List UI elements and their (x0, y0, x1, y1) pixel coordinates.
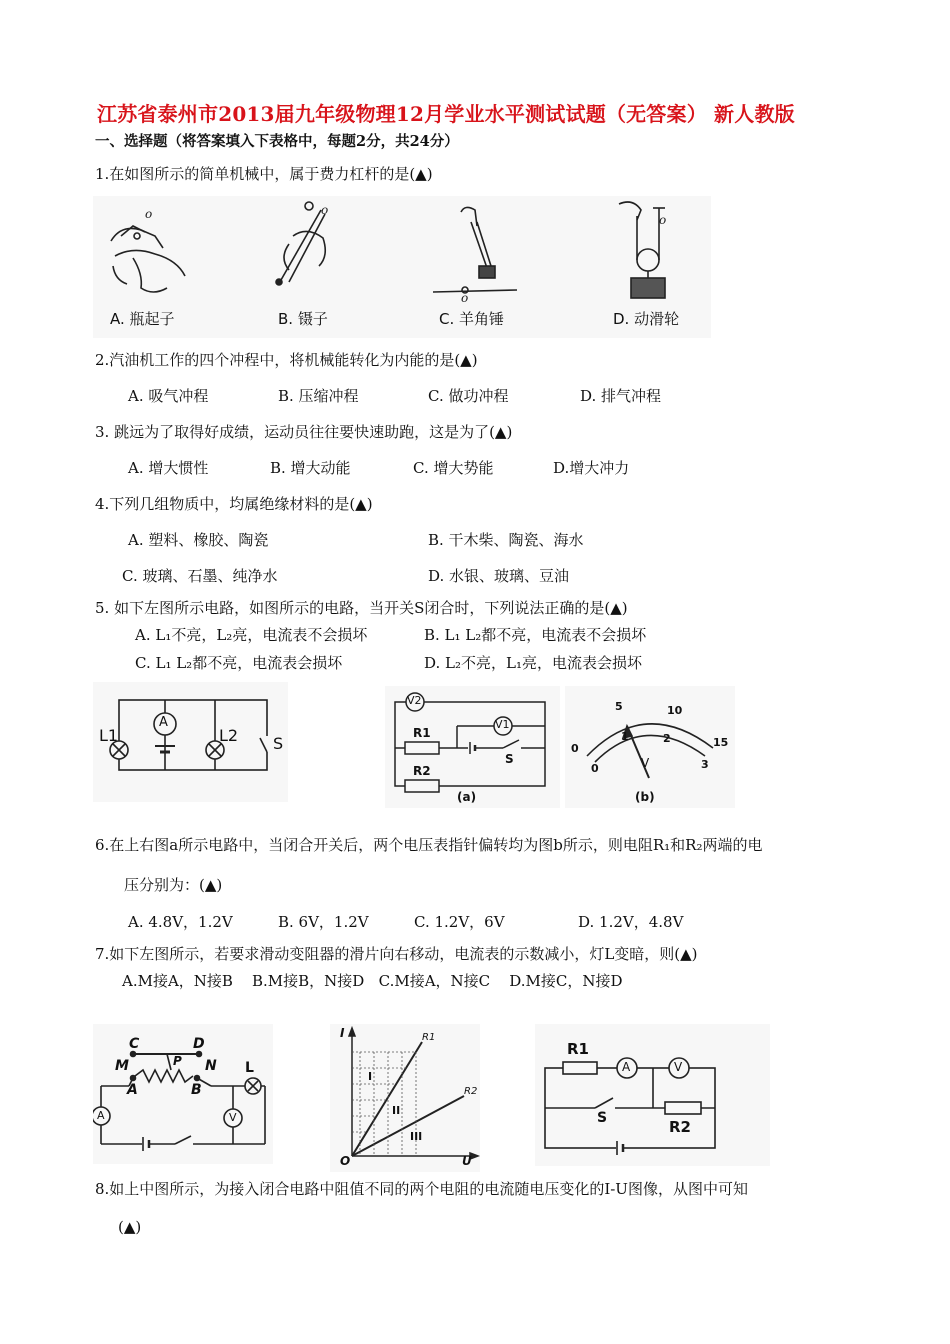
question-8-stem: 8.如上中图所示，为接入闭合电路中阻值不同的两个电阻的电流随电压变化的I-U图像，从图中可知 (95, 1180, 748, 1198)
question-3-option-b: B. 增大动能 (270, 459, 351, 477)
tweezers-illustration (276, 202, 328, 285)
terminal-b-label: B (191, 1082, 202, 1098)
circuit-ammeter-label: A (622, 1060, 631, 1074)
line-r1-label: R1 (422, 1032, 436, 1043)
svg-text:o: o (659, 213, 667, 227)
slider-p-label: P (173, 1054, 182, 1068)
question-5-circuit-figure (93, 682, 288, 802)
question-4-option-b: B. 干木柴、陶瓷、海水 (428, 531, 584, 549)
scale-bottom-0: 0 (591, 762, 599, 775)
meter-unit-v: V (641, 756, 650, 770)
movable-pulley-illustration (619, 202, 666, 298)
question-6-option-a: A. 4.8V，1.2V (128, 913, 233, 931)
svg-text:o: o (461, 291, 469, 305)
terminal-m-label: M (115, 1058, 129, 1074)
ammeter-a-label: A (97, 1109, 105, 1122)
bottle-opener-illustration (111, 207, 185, 292)
question-2-option-c: C. 做功冲程 (428, 387, 509, 405)
lamp-l1-label: L1 (99, 726, 119, 745)
figure-a-caption: (a) (457, 790, 477, 804)
question-1-figure (93, 196, 711, 338)
terminal-c-label: C (129, 1036, 140, 1052)
region-2-label: II (392, 1104, 401, 1117)
page-title: 江苏省泰州市2013届九年级物理12月学业水平测试试题（无答案） 新人教版 (97, 102, 795, 126)
resistor-r2-label: R2 (413, 764, 431, 778)
question-5-stem: 5. 如下左图所示电路，如图所示的电路，当开关S闭合时，下列说法正确的是(▲) (95, 599, 628, 617)
switch-label: S (273, 734, 284, 753)
circuit-switch-label: S (597, 1110, 608, 1126)
question-6-option-c: C. 1.2V，6V (414, 913, 505, 931)
question-3-option-a: A. 增大惯性 (128, 459, 209, 477)
question-7-stem: 7.如下左图所示，若要求滑动变阻器的滑片向右移动，电流表的示数减小，灯L变暗，则(▲) (95, 945, 698, 963)
scale-bottom-1: 1 (621, 730, 629, 743)
question-6-stem-line1: 6.在上右图a所示电路中，当闭合开关后，两个电压表指针偏转均为图b所示，则电阻R₁和R₂两端的电 (95, 836, 763, 854)
question-2-stem: 2.汽油机工作的四个冲程中，将机械能转化为内能的是(▲) (95, 351, 478, 369)
question-6-circuit-a (385, 686, 560, 808)
section-heading: 一、选择题（将答案填入下表格中，每题2分，共24分） (95, 133, 459, 150)
scale-top-15: 15 (713, 736, 729, 749)
question-5-option-b: B. L₁ L₂都不亮，电流表不会损坏 (424, 626, 647, 644)
question-7-rheostat-circuit (93, 1024, 273, 1164)
question-2-option-a: A. 吸气冲程 (128, 387, 209, 405)
question-3-stem: 3. 跳远为了取得好成绩，运动员往往要快速助跑，这是为了(▲) (95, 423, 513, 441)
scale-top-5: 5 (615, 700, 623, 713)
terminal-n-label: N (205, 1058, 217, 1074)
resistor-r1-label: R1 (413, 726, 431, 740)
question-6-option-b: B. 6V，1.2V (278, 913, 369, 931)
line-r2-label: R2 (464, 1086, 478, 1097)
svg-text:o: o (321, 203, 329, 217)
scale-bottom-2: 2 (663, 732, 671, 745)
origin-label: O (340, 1154, 351, 1168)
terminal-a-label: A (127, 1082, 138, 1098)
lamp-l-label: L (245, 1060, 254, 1076)
ammeter-label: A (159, 715, 168, 730)
claw-hammer-illustration (433, 207, 517, 305)
question-8-answer-mark: (▲) (118, 1218, 142, 1236)
option-d-caption: D. 动滑轮 (613, 310, 680, 328)
question-7-options: A.M接A，N接B B.M接B，N接D C.M接A，N接C D.M接C，N接D (122, 972, 623, 990)
question-3-option-c: C. 增大势能 (413, 459, 494, 477)
voltmeter-v2-label: V2 (407, 694, 422, 707)
question-4-option-a: A. 塑料、橡胶、陶瓷 (128, 531, 269, 549)
question-4-option-d: D. 水银、玻璃、豆油 (428, 567, 570, 585)
question-2-option-b: B. 压缩冲程 (278, 387, 359, 405)
option-a-caption: A. 瓶起子 (110, 310, 175, 328)
question-3-option-d: D.增大冲力 (553, 459, 630, 477)
circuit-voltmeter-label: V (674, 1060, 683, 1074)
terminal-d-label: D (193, 1036, 205, 1052)
question-2-option-d: D. 排气冲程 (580, 387, 662, 405)
question-6-voltmeter-b (565, 686, 735, 808)
option-c-caption: C. 羊角锤 (439, 310, 505, 328)
scale-top-0: 0 (571, 742, 579, 755)
question-4-stem: 4.下列几组物质中，均属绝缘材料的是(▲) (95, 495, 373, 513)
region-1-label: I (368, 1070, 373, 1083)
svg-text:o: o (145, 207, 153, 221)
question-4-option-c: C. 玻璃、石墨、纯净水 (122, 567, 278, 585)
question-5-option-d: D. L₂不亮，L₁亮，电流表会损坏 (424, 654, 642, 672)
question-5-option-c: C. L₁ L₂都不亮，电流表会损坏 (135, 654, 343, 672)
question-6-stem-line2: 压分别为：(▲) (124, 876, 223, 894)
question-5-option-a: A. L₁不亮，L₂亮，电流表不会损坏 (135, 626, 368, 644)
scale-bottom-3: 3 (701, 758, 709, 771)
option-b-caption: B. 镊子 (278, 310, 328, 328)
voltmeter-v1-label: V1 (495, 718, 510, 731)
region-3-label: III (410, 1130, 423, 1143)
question-8-iu-graph (330, 1024, 480, 1172)
axis-i-label: I (340, 1026, 345, 1040)
voltmeter-v-label: V (229, 1111, 237, 1124)
question-1-stem: 1.在如图所示的简单机械中，属于费力杠杆的是(▲) (95, 165, 433, 183)
question-6-option-d: D. 1.2V，4.8V (578, 913, 684, 931)
axis-u-label: U (462, 1154, 472, 1168)
circuit-r2-label: R2 (669, 1118, 691, 1136)
lamp-l2-label: L2 (219, 726, 239, 745)
question-8-right-circuit (535, 1024, 770, 1166)
scale-top-10: 10 (667, 704, 683, 717)
figure-b-caption: (b) (635, 790, 655, 804)
circuit-r1-label: R1 (567, 1040, 589, 1058)
circuit-a-switch-label: S (505, 752, 514, 766)
